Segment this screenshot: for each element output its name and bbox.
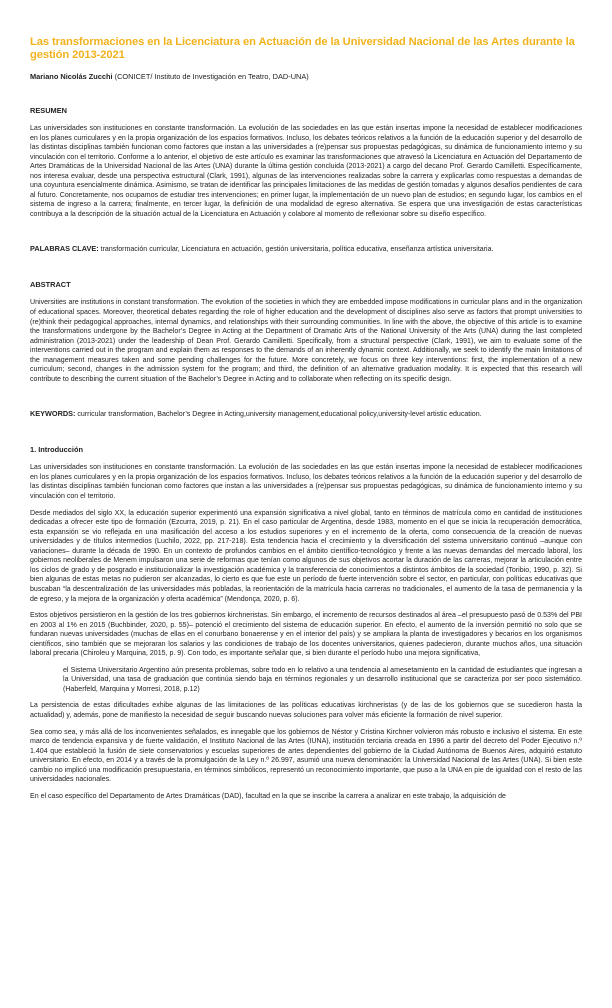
intro-paragraph-6: En el caso específico del Departamento de Artes Dramáticas (DAD), facultad en la que se inscribe la carrera a analizar en este trabajo, la adquisición de bbox=[30, 792, 506, 800]
paper-page bbox=[30, 36, 582, 801]
keywords-label: KEYWORDS: bbox=[30, 409, 76, 419]
author-name: Mariano Nicolás Zucchi bbox=[30, 72, 113, 81]
abstract-text: Universities are institutions in constant transformation. The evolution of the societies in which they are embedded impose modifications in curricular plans and in the organization of educational spaces. Moreover, theoretical debates regarding the role of higher education and the development of disciplines also serve as factors that prompt universities to (re)think their pedagogical approaches, internal dynamics, and relationships with their surrounding communities. In line with the above, the objective of this article is to examine the transformations undergone by the Bachelor’s Degree in Acting at the Department of Dramatic Arts of the National University of the Arts (UNA) during the last completed administration (2013-2021) under the leadership of Dean Prof. Gerardo Camilletti. Specifically, from a structural perspective (Clark, 1991), we aim to evaluate some of the interventions carried out in the program and explain them as responses to the demands of an inherently dynamic context. Additionally, we seek to identify the main limitations of the management measures taken and some pending challenges for the future. More concretely, we focus on three key interventions: first, the implementation of a new curriculum; second, changes in the admission system for the program; and third, the definition of an alternative graduation modality. It is expected that this research will contribute to describing the current situation of the Bachelor’s Degree in Acting and to collaborate when reflecting on its specific design. bbox=[30, 299, 582, 383]
palabras-clave bbox=[30, 244, 582, 255]
paper-title: Las transformaciones en la Licenciatura en Actuación de la Universidad Nacional de las Artes durante la gestión 2013-2021 bbox=[30, 36, 575, 61]
keywords bbox=[30, 409, 582, 420]
author-line bbox=[30, 72, 582, 82]
block-quote: el Sistema Universitario Argentino aún presenta problemas, sobre todo en lo relativo a una tendencia al amesetamiento en la cantidad de estudiantes que ingresan a la Universidad, una tasa de graduación que continúa siendo baja en términos regionales y un desarrollo institucional que se caracteriza por ser poco sistemático. (Haberfeld, Marquina y Morresi, 2018, p.12) bbox=[63, 666, 582, 693]
intro-paragraph-3: Estos objetivos persistieron en la gestión de los tres gobiernos kirchneristas. Sin embargo, el incremento de recursos destinados al área –el presupuesto pasó de 0.53% del PBI en 2003 al 1% en 2015 (Buchbinder, 2020, p. 55)– potenció el crecimiento del sistema de educación superior. En efecto, el aumento de la inversión permitió no solo que se fundaran nuevas universidades (muchas de ellas en el conurbano bonaerense y en el interior del país) y se ampliara la planta de investigadores y becarios en los organismos científicos, sino también que se mejoraran los salarios y las condiciones de trabajo de los docentes universitarios, quienes padecieron, durante muchos años, una situación laboral precaria (Chiroleu y Marquina, 2015, p. 9). Con todo, es importante señalar que, si bien durante el período hubo una mejora significativa, bbox=[30, 612, 582, 658]
resumen-text: Las universidades son instituciones en constante transformación. La evolución de las sociedades en las que están insertas impone la necesidad de establecer modificaciones en los planes curriculares y en la propia organización de los espacios formativos. Incluso, los debates teóricos relativos a la función de la educación superior y del desarrollo de las distintas disciplinas también funcionan como factores que instan a las universidades a (re)pensar sus propuestas pedagógicas, su dinámica de funcionamiento interno y su vinculación con el territorio. Conforme a lo anterior, el objetivo de este artículo es examinar las transformaciones que atravesó la Licenciatura en Actuación del Departamento de Artes Dramáticas de la Universidad Nacional de las Artes (UNA) durante la última gestión concluida (2013-2021) a cargo del decano Prof. Gerardo Camilletti. Específicamente, nos interesa evaluar, desde una perspectiva estructural (Clark, 1991), algunas de las intervenciones realizadas sobre la carrera y explicarlas como respuestas a demandas de una coyuntura esencialmente dinámica. Asimismo, se tratan de identificar las principales limitaciones de las medidas de gestión tomadas y algunos desafíos pendientes de cara al futuro. Concretamente, nos ocupamos de estudiar tres intervenciones; en primer lugar, la implementación de un nuevo plan de estudios; en segundo lugar, los cambios en el sistema de ingreso a la carrera; finalmente, en tercer lugar, la definición de una modalidad de egreso alternativa. Se espera que una investigación de estas características contribuya a la descripción de la situación actual de la Licenciatura en Actuación y colabore al momento de reflexionar sobre su diseño específico. bbox=[30, 125, 582, 218]
palabras-clave-label: PALABRAS CLAVE: bbox=[30, 244, 99, 254]
keywords-text: curricular transformation, Bachelor’s Degree in Acting,university management,educational policy,university-level artistic education. bbox=[77, 411, 482, 419]
intro-paragraph-5: Sea como sea, y más allá de los inconvenientes señalados, es innegable que los gobiernos de Néstor y Cristina Kirchner volvieron más robusto e inclusivo el sistema. En este marco de tendencia expansiva y de fuerte validación, el Instituto Nacional de las Artes (IUNA), institución terciaria creada en 1996 a partir del decreto del Poder Ejecutivo n.º 1.404 que estableció la fusión de siete conservatorios y escuelas superiores de artes dependientes del gobierno de la Ciudad Autónoma de Buenos Aires, adquirió estatuto universitario. En efecto, en 2014 y a través de la promulgación de la Ley n.º 26.997, asumió una nueva denominación: la Universidad Nacional de las Artes (UNA). Si bien este cambio no implicó una modificación presupuestaria, en términos simbólicos, representó un reconocimiento importante, que puso a la UNA en pie de igualdad con el resto de las universidades nacionales. bbox=[30, 728, 582, 784]
palabras-clave-text: transformación curricular, Licenciatura en actuación, gestión universitaria, política educativa, enseñanza artística universitaria. bbox=[100, 246, 494, 254]
resumen-heading: RESUMEN bbox=[30, 106, 67, 115]
abstract-heading: ABSTRACT bbox=[30, 280, 71, 290]
intro-paragraph-1: Las universidades son instituciones en constante transformación. La evolución de las sociedades en las que están insertas impone la necesidad de establecer modificaciones en los planes curriculares y en la propia organización de los espacios formativos. Incluso, los debates teóricos relativos a la función de la educación superior y del desarrollo de las distintas disciplinas también funcionan como factores que instan a las universidades a (re)pensar sus propuestas pedagógicas, su dinámica de funcionamiento interno y su vinculación con el territorio. bbox=[30, 464, 582, 501]
author-affiliation: (CONICET/ Instituto de Investigación en Teatro, DAD-UNA) bbox=[114, 72, 309, 81]
intro-heading: 1. Introducción bbox=[30, 445, 83, 455]
intro-paragraph-2: Desde mediados del siglo XX, la educación superior experimentó una expansión significativa a nivel global, tanto en términos de matrícula como en cantidad de instituciones dedicadas a ofrecer este tipo de formación (Ezcurra, 2019, p. 21). En el caso particular de Argentina, desde 1983, momento en el que se inicia la recuperación democrática, esta expansión se vio reflejada en una masificación del acceso a los estudios superiores y en el incremento de la oferta, como consecuencia de la creación de nuevas universidades y de títulos intermedios (Luchilo, 2022, pp. 217-218). Esta tendencia hacia el crecimiento y la diversificación del sistema universitario continuó –aunque con variaciones– durante la década de 1990. En un contexto de profundos cambios en el ámbito científico-tecnológico y frente a las nuevas demandas del mercado laboral, los gobiernos neoliberales de Menem impulsaron una serie de reformas que tenían como algunos de sus objetivos acortar la duración de las carreras, mejorar la articulación entre los ciclos de grado y de posgrado e institucionalizar la investigación académica y la transferencia de conocimientos a distintos ámbitos de la sociedad (Toribio, 1990, p. 32). Si bien algunas de estas metas no pudieron ser alcanzadas, lo cierto es que fue este un período de fuerte intervención sobre el sector, en particular, con políticas educativas que buscaban “la descentralización de las universidades más pobladas, la reorientación de la matrícula hacia carreras no tradicionales, el aumento de la tasa de permanencia y la de egreso, y la mejora de la organización y oferta académica” (Mendonça, 2020, p. 6). bbox=[30, 509, 582, 603]
intro-paragraph-4: La persistencia de estas dificultades exhibe algunas de las limitaciones de las políticas educativas kirchneristas (y de las de los gobiernos que se sucedieron hasta la actualidad) y, además, pone de manifiesto la necesidad de seguir buscando nuevas soluciones para volver más eficiente la formación de nivel superior. bbox=[30, 702, 582, 719]
